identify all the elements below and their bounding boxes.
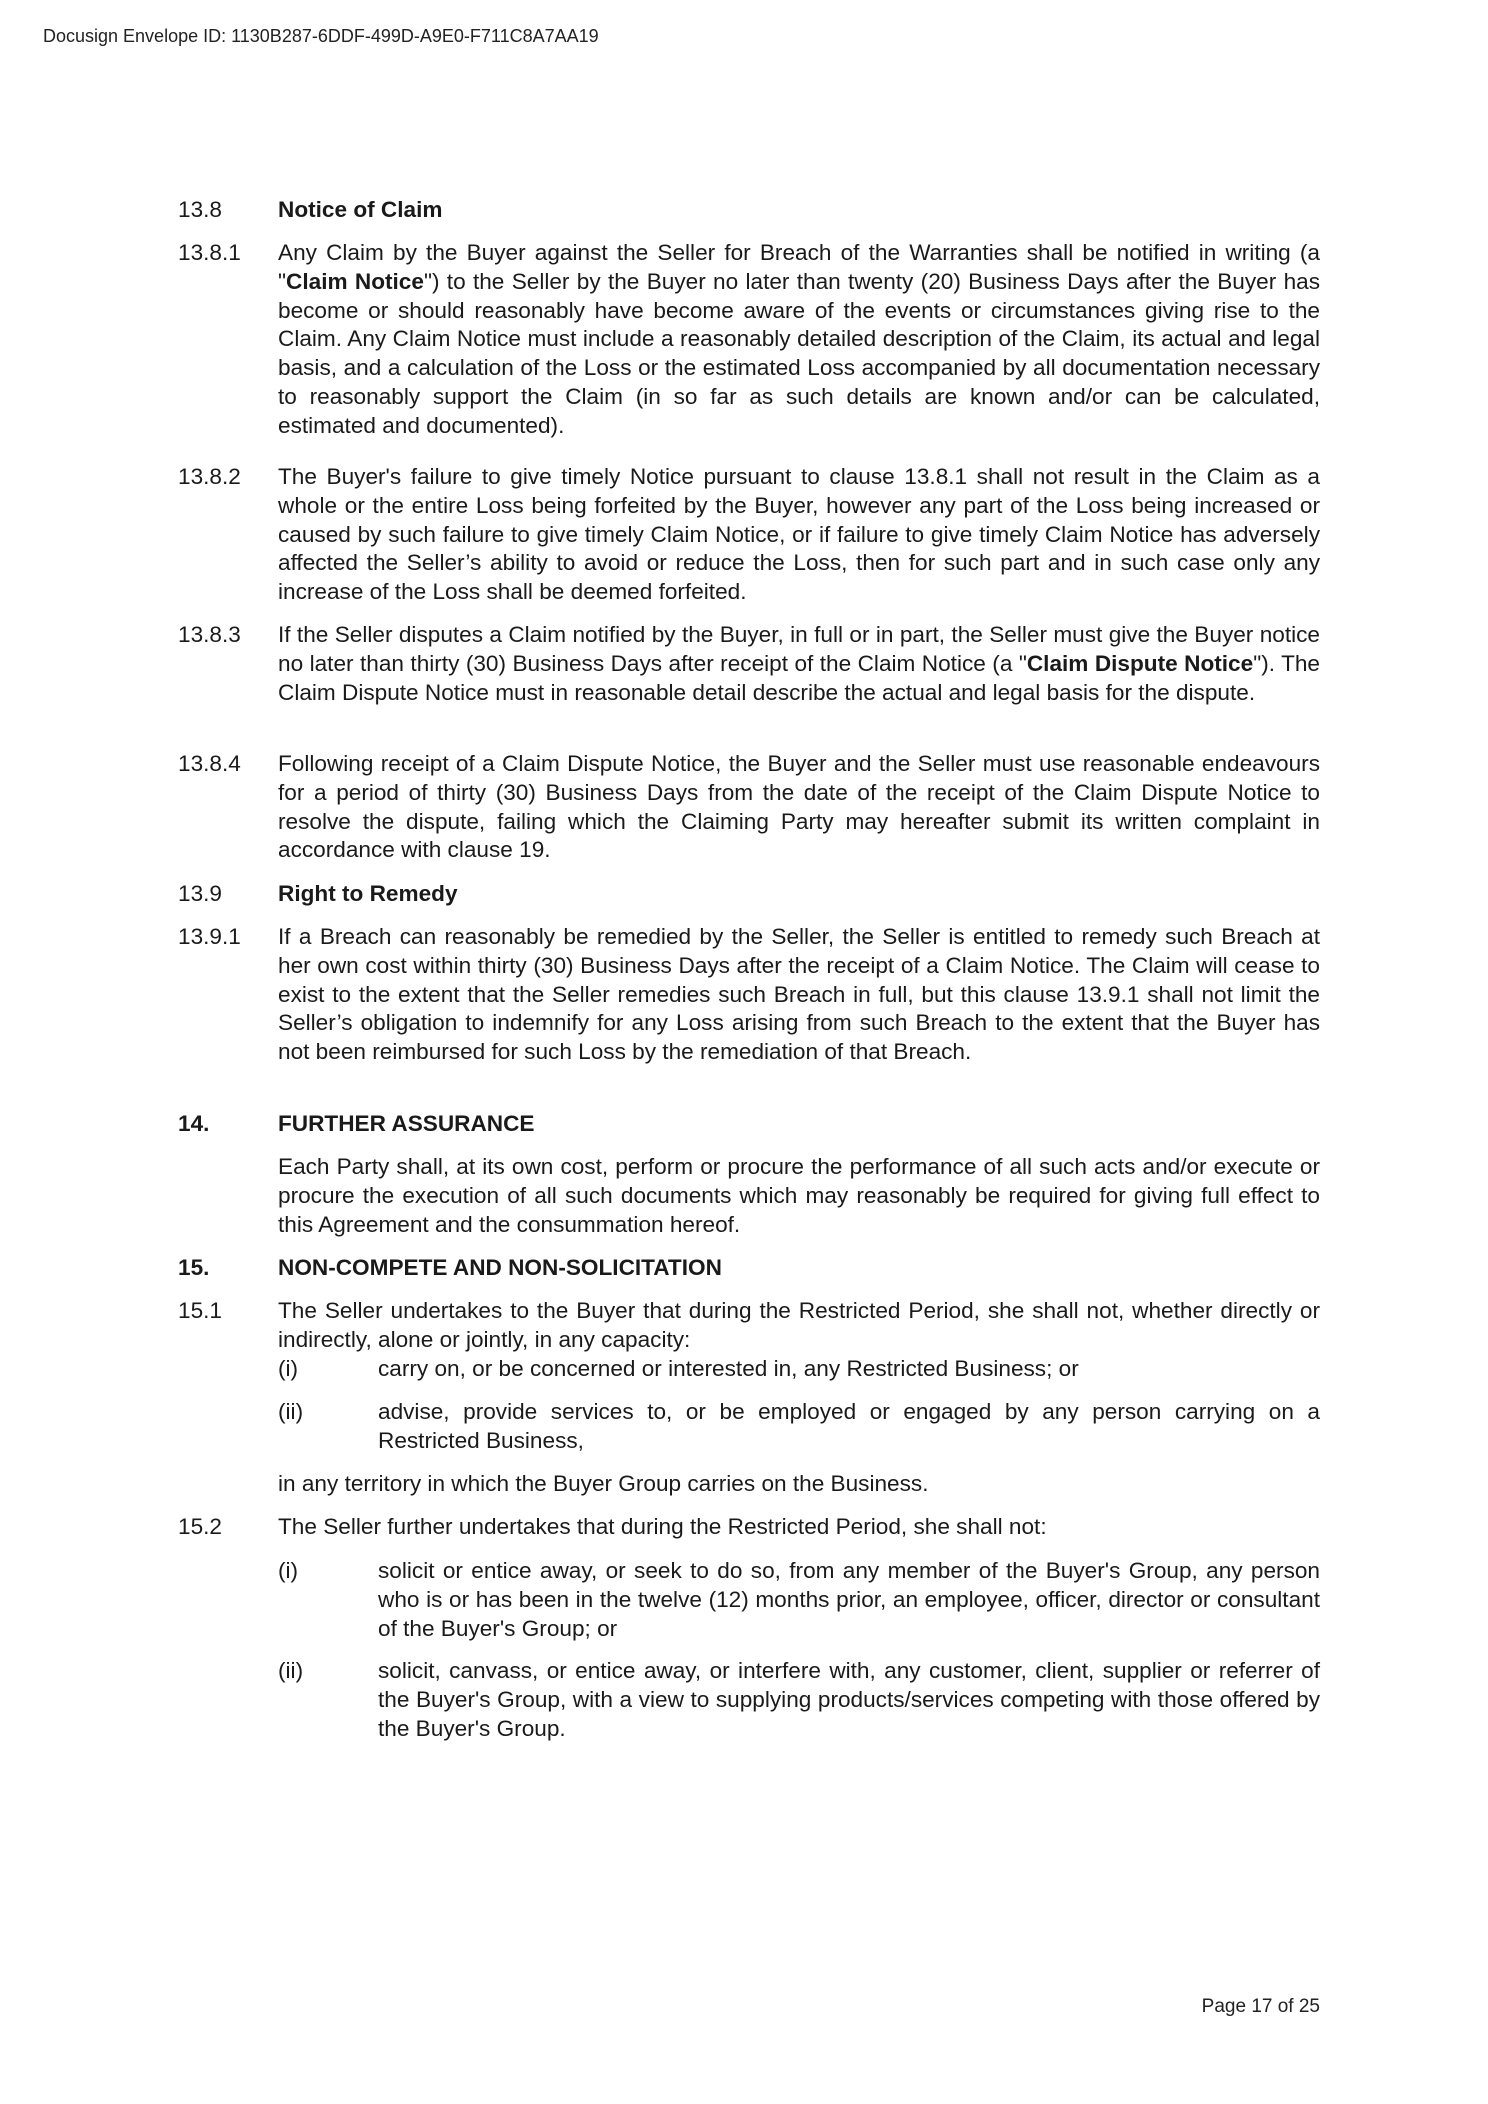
- clause-13-8-4: [178, 750, 1320, 865]
- section-14-heading: [178, 1110, 1320, 1139]
- clause-13-8-1: [178, 239, 1320, 441]
- clause-13-9-1: [178, 923, 1320, 1067]
- list-item-number: (ii): [278, 1399, 304, 1424]
- section-title: Notice of Claim: [278, 197, 443, 222]
- defined-term-claim-dispute-notice: Claim Dispute Notice: [1026, 650, 1254, 676]
- clause-text: Any Claim by the Buyer against the Seller for Breach of the Warranties shall be notified in writing (a "Claim Notice") to the Seller by the Buyer no later than twenty (20) Business Days after the Buyer has become or should reasonably have become aware of the events or circumstances giving rise to the Claim. Any Claim Notice must include a reasonably detailed description of the Claim, its actual and legal basis, and a calculation of the Loss or the estimated Loss accompanied by all documentation necessary to reasonably support the Claim (in so far as such details are known and/or can be calculated, estimated and documented).: [278, 240, 1320, 438]
- clause-text: The Seller undertakes to the Buyer that during the Restricted Period, she shall not, whether directly or indirectly, alone or jointly, in any capacity:: [278, 1298, 1320, 1352]
- clause-number: 13.8.3: [178, 622, 241, 647]
- section-number: 13.9: [178, 881, 222, 906]
- clause-text: in any territory in which the Buyer Group carries on the Business.: [278, 1471, 929, 1496]
- section-13-8-heading: [178, 196, 442, 225]
- clause-text: Following receipt of a Claim Dispute Notice, the Buyer and the Seller must use reasonable endeavours for a period of thirty (30) Business Days from the date of the receipt of the Claim Dispute Notice to resolve the dispute, failing which the Claiming Party may hereafter submit its written complaint in accordance with clause 19.: [278, 751, 1320, 863]
- clause-text: The Buyer's failure to give timely Notice pursuant to clause 13.8.1 shall not result in the Claim as a whole or the entire Loss being forfeited by the Buyer, however any part of the Loss being increased or caused by such failure to give timely Claim Notice, or if failure to give timely Claim Notice has adversely affected the Seller’s ability to avoid or reduce the Loss, then for such part and in such case only any increase of the Loss shall be deemed forfeited.: [278, 464, 1320, 605]
- section-title: Right to Remedy: [278, 881, 458, 906]
- clause-15-2: [178, 1513, 1320, 1542]
- clause-13-8-3: [178, 621, 1320, 707]
- clause-15-1-tail: [178, 1470, 1320, 1499]
- list-item-text: solicit, canvass, or entice away, or interfere with, any customer, client, supplier or referrer of the Buyer's Group, with a view to supplying products/services competing with those offered by the Buyer's Group.: [378, 1658, 1320, 1741]
- section-number: 15.: [178, 1255, 210, 1280]
- list-item-text: carry on, or be concerned or interested in, any Restricted Business; or: [378, 1356, 1079, 1381]
- list-item: [278, 1398, 1320, 1456]
- clause-number: 13.8.4: [178, 751, 241, 776]
- clause-number: 13.8.2: [178, 464, 241, 489]
- page-number: Page 17 of 25: [1201, 1996, 1320, 2017]
- envelope-id: Docusign Envelope ID: 1130B287-6DDF-499D-A9E0-F711C8A7AA19: [43, 26, 599, 46]
- section-title: FURTHER ASSURANCE: [278, 1111, 535, 1136]
- section-15-heading: [178, 1254, 1320, 1283]
- clause-number: 15.1: [178, 1298, 222, 1323]
- clause-number: 13.8.1: [178, 240, 241, 265]
- clause-text: If the Seller disputes a Claim notified by the Buyer, in full or in part, the Seller must give the Buyer notice no later than thirty (30) Business Days after receipt of the Claim Notice (a "Claim Dispute Notice"). The Claim Dispute Notice must in reasonable detail describe the actual and legal basis for the dispute.: [278, 622, 1321, 705]
- section-14-body: [178, 1153, 1320, 1239]
- list-item-text: solicit or entice away, or seek to do so, from any member of the Buyer's Group, any person who is or has been in the twelve (12) months prior, an employee, officer, director or consultant of the Buyer's Group; or: [378, 1558, 1320, 1641]
- clause-text: Each Party shall, at its own cost, perform or procure the performance of all such acts and/or execute or procure the execution of all such documents which may reasonably be required for giving full effect to this Agreement and the consummation hereof.: [278, 1154, 1320, 1237]
- list-item: [278, 1557, 1320, 1643]
- section-title: NON-COMPETE AND NON-SOLICITATION: [278, 1255, 722, 1280]
- section-number: 14.: [178, 1111, 210, 1136]
- clause-number: 15.2: [178, 1514, 222, 1539]
- list-item: [278, 1657, 1320, 1743]
- list-item-text: advise, provide services to, or be employed or engaged by any person carrying on a Restricted Business,: [378, 1399, 1320, 1453]
- clause-15-1: [178, 1297, 1320, 1355]
- list-item-number: (i): [278, 1356, 299, 1381]
- list-item-number: (i): [278, 1558, 299, 1583]
- list-item: [278, 1355, 1320, 1384]
- clause-number: 13.9.1: [178, 924, 241, 949]
- list-item-number: (ii): [278, 1658, 304, 1683]
- clause-text: If a Breach can reasonably be remedied by the Seller, the Seller is entitled to remedy such Breach at her own cost within thirty (30) Business Days after the receipt of a Claim Notice. The Claim will cease to exist to the extent that the Seller remedies such Breach in full, but this clause 13.9.1 shall not limit the Seller’s obligation to indemnify for any Loss arising from such Breach to the extent that the Buyer has not been reimbursed for such Loss by the remediation of that Breach.: [278, 924, 1320, 1065]
- section-13-9-heading: [178, 880, 1320, 909]
- clause-text: The Seller further undertakes that during the Restricted Period, she shall not:: [278, 1514, 1047, 1539]
- clause-13-8-2: [178, 463, 1320, 607]
- defined-term-claim-notice: Claim Notice: [286, 268, 424, 294]
- section-number: 13.8: [178, 197, 222, 222]
